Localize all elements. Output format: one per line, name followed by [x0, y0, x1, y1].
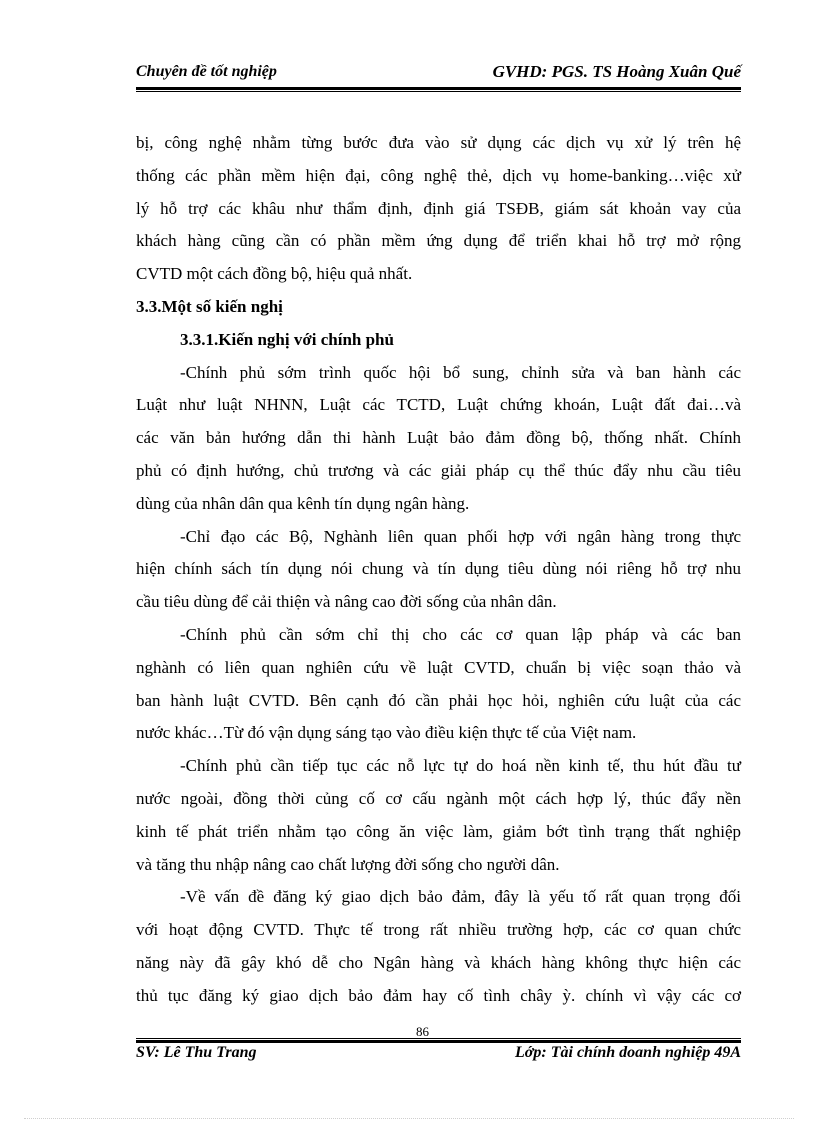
- header-thesis-title: Chuyên đề tốt nghiệp: [136, 63, 277, 80]
- text-line: CVTD một cách đồng bộ, hiệu quả nhất.: [136, 264, 413, 284]
- text-line: bị, công nghệ nhằm từng bước đưa vào sử dụng các dịch vụ xử lý trên hệ: [136, 133, 741, 152]
- subsection-heading: 3.3.1.Kiến nghị với chính phủ: [180, 329, 394, 349]
- page-footer: [136, 1042, 741, 1066]
- text-line: thống các phần mềm hiện đại, công nghệ thẻ, dịch vụ home-banking…việc xử: [136, 165, 741, 185]
- text-line: hiện chính sách tín dụng nói chung và tín dụng tiêu dùng nói riêng hỗ trợ nhu: [136, 559, 741, 579]
- text-line: -Chính phủ cần sớm chỉ thị cho các cơ quan lập pháp và các ban: [180, 624, 741, 644]
- text-line: -Về vấn đề đăng ký giao dịch bảo đảm, đây là yếu tố rất quan trọng đối: [180, 887, 741, 907]
- footer-class: Lớp: Tài chính doanh nghiệp 49A: [515, 1044, 741, 1061]
- footer-student: SV: Lê Thu Trang: [136, 1044, 257, 1061]
- text-line: thủ tục đăng ký giao dịch bảo đảm hay cố tình chây ỳ. chính vì vậy các cơ: [136, 985, 741, 1005]
- text-line: phủ có định hướng, chủ trương và các giải pháp cụ thể thúc đẩy nhu cầu tiêu: [136, 460, 741, 480]
- text-line: lý hỗ trợ các khâu như thẩm định, định giá TSĐB, giám sát khoản vay của: [136, 198, 741, 218]
- page-header: [136, 60, 741, 84]
- text-line: nước khác…Từ đó vận dụng sáng tạo vào điều kiện thực tế của Việt nam.: [136, 723, 637, 743]
- text-line: nghành có liên quan nghiên cứu về luật CVTD, chuẩn bị việc soạn thảo và: [136, 657, 741, 677]
- text-line: các văn bản hướng dẫn thi hành Luật bảo đảm đồng bộ, thống nhất. Chính: [136, 428, 741, 448]
- text-line: kinh tế phát triển nhằm tạo công ăn việc làm, giảm bớt tình trạng thất nghiệp: [136, 821, 741, 841]
- page-body: [136, 127, 741, 1013]
- text-line: nước ngoài, đồng thời củng cố cơ cấu ngành một cách hợp lý, thúc đẩy nền: [136, 788, 741, 808]
- section-heading: 3.3.Một số kiến nghị: [136, 296, 283, 316]
- header-rule: [136, 87, 741, 92]
- text-line: -Chính phủ cần tiếp tục các nỗ lực tự do hoá nền kinh tế, thu hút đầu tư: [180, 756, 741, 776]
- text-line: dùng của nhân dân qua kênh tín dụng ngân hàng.: [136, 493, 470, 513]
- text-line: -Chính phủ sớm trình quốc hội bổ sung, chỉnh sửa và ban hành các: [180, 362, 741, 382]
- text-line: Luật như luật NHNN, Luật các TCTD, Luật chứng khoán, Luật đất đai…và: [136, 395, 741, 415]
- text-line: và tăng thu nhập nâng cao chất lượng đời sống cho người dân.: [136, 854, 560, 874]
- text-line: với hoạt động CVTD. Thực tế trong rất nhiều trường hợp, các cơ quan chức: [136, 920, 741, 940]
- text-line: năng này đã gây khó dễ cho Ngân hàng và khách hàng không thực hiện các: [136, 952, 741, 972]
- page-edge-divider: [24, 1118, 794, 1119]
- header-advisor: GVHD: PGS. TS Hoàng Xuân Quế: [492, 62, 741, 81]
- text-line: khách hàng cũng cần có phần mềm ứng dụng để triển khai hỗ trợ mở rộng: [136, 231, 741, 251]
- text-line: cầu tiêu dùng để cải thiện và nâng cao đời sống của nhân dân.: [136, 592, 557, 612]
- text-line: -Chỉ đạo các Bộ, Nghành liên quan phối hợp với ngân hàng trong thực: [180, 526, 741, 546]
- page-number: 86: [416, 1024, 429, 1039]
- text-line: ban hành luật CVTD. Bên cạnh đó cần phải học hỏi, nghiên cứu luật của các: [136, 690, 741, 710]
